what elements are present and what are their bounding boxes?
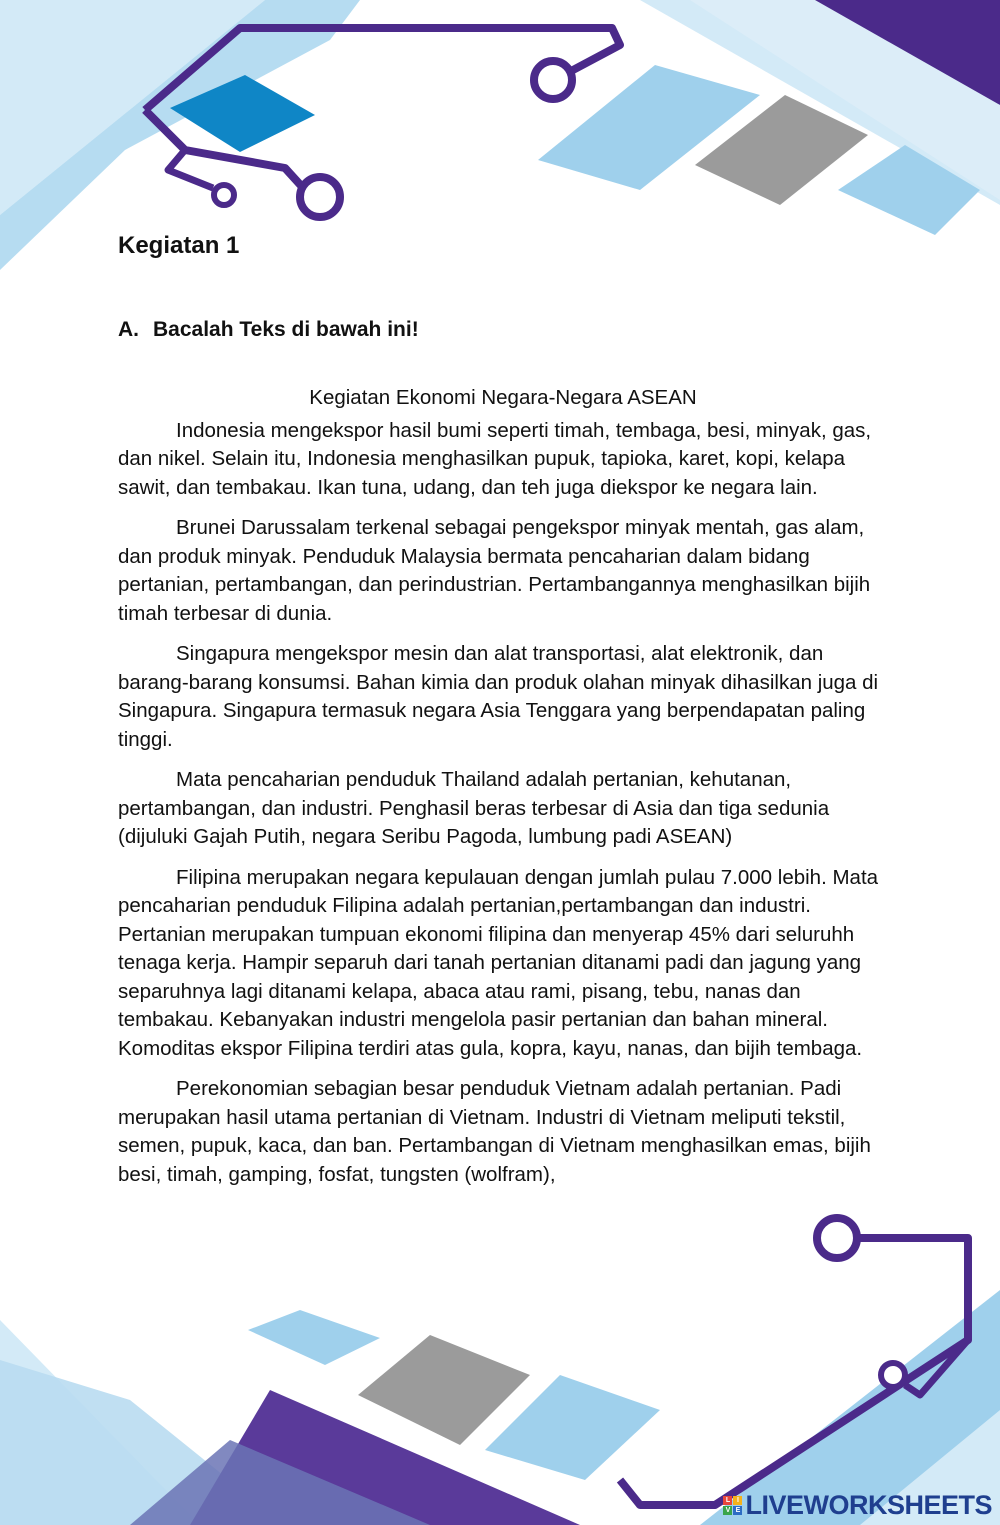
activity-title: Kegiatan 1 bbox=[118, 232, 240, 259]
paragraph-thailand: Mata pencaharian penduduk Thailand adalah pertanian, kehutanan, pertambangan, dan industri. Penghasil beras terbesar di Asia dan tiga sedunia (dijuluki Gajah Putih, negara Seribu Pagoda, lumbung padi ASEAN) bbox=[118, 768, 830, 848]
logo-grid-icon bbox=[723, 1496, 742, 1515]
logo-letter-i: I bbox=[733, 1496, 742, 1505]
section-instruction: Bacalah Teks di bawah ini! bbox=[153, 318, 419, 341]
logo-letter-e: E bbox=[733, 1506, 742, 1515]
reading-title: Kegiatan Ekonomi Negara-Negara ASEAN bbox=[309, 386, 697, 409]
logo-letter-l: L bbox=[723, 1496, 732, 1505]
reading-text bbox=[118, 384, 888, 1201]
paragraph-singapura: Singapura mengekspor mesin dan alat transportasi, alat elektronik, dan barang-barang konsumsi. Bahan kimia dan produk olahan minyak dihasilkan juga di Singapura. Singapura termasuk negara Asia Tenggara yang berpendapatan paling tinggi. bbox=[118, 642, 879, 751]
logo-text: LIVEWORKSHEETS bbox=[745, 1490, 992, 1520]
paragraph-brunei-malaysia: Brunei Darussalam terkenal sebagai pengekspor minyak mentah, gas alam, dan produk minyak. Penduduk Malaysia bermata pencaharian dalam bidang pertanian, pertambangan, dan perindustrian. Pertambangannya menghasilkan bijih timah terbesar di dunia. bbox=[118, 516, 871, 625]
section-number: A. bbox=[118, 318, 139, 341]
logo-letter-v: V bbox=[723, 1506, 732, 1515]
paragraph-vietnam: Perekonomian sebagian besar penduduk Vietnam adalah pertanian. Padi merupakan hasil utama pertanian di Vietnam. Industri di Vietnam meliputi tekstil, semen, pupuk, kaca, dan ban. Pertambangan di Vietnam menghasilkan emas, bijih besi, timah, gamping, fosfat, tungsten (wolfram), bbox=[118, 1077, 871, 1186]
section-heading bbox=[118, 318, 419, 342]
liveworksheets-logo[interactable] bbox=[723, 1490, 992, 1521]
paragraph-indonesia: Indonesia mengekspor hasil bumi seperti timah, tembaga, besi, minyak, gas, dan nikel. Selain itu, Indonesia menghasilkan pupuk, tapioka, karet, kopi, kelapa sawit, dan tembakau. Ikan tuna, udang, dan teh juga diekspor ke negara lain. bbox=[118, 418, 872, 499]
paragraph-filipina: Filipina merupakan negara kepulauan dengan jumlah pulau 7.000 lebih. Mata pencaharian penduduk Filipina adalah pertanian,pertambangan dan industri. Pertanian merupakan tumpuan ekonomi filipina dan menyerap 45% dari seluruhh tenaga kerja. Hampir separuh dari tanah pertanian ditanami padi dan jagung yang separuhnya lagi ditanami kelapa, abaca atau rami, pisang, tebu, nanas dan tembakau. Kebanyakan industri mengelola pasir pertanian dan bahan mineral. Komoditas ekspor Filipina terdiri atas gula, kopra, kayu, nanas, dan bijih tembaga. bbox=[118, 865, 879, 1060]
